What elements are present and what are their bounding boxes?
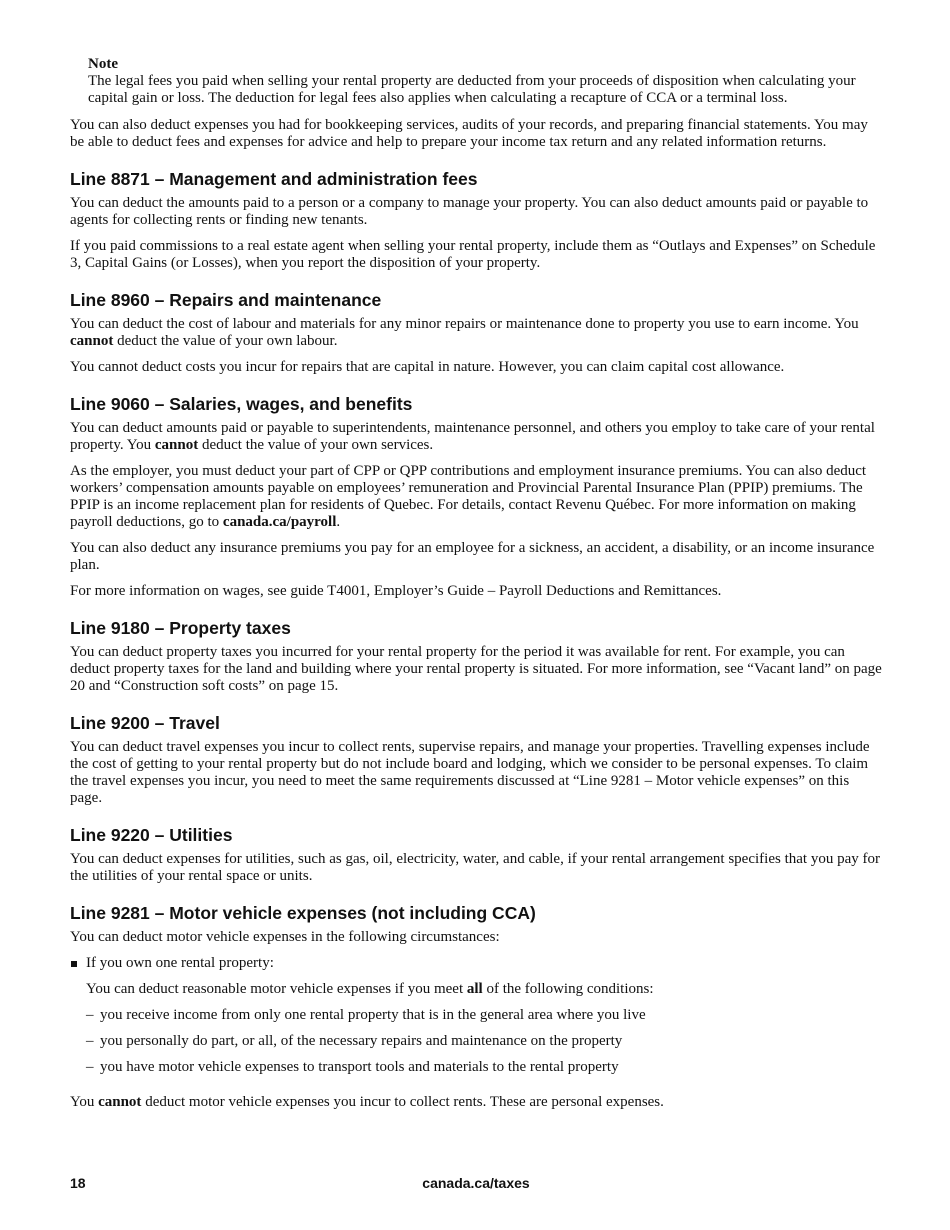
heading-line-8960: Line 8960 – Repairs and maintenance — [70, 290, 382, 310]
document-page — [70, 52, 882, 1120]
line-9060-paragraph-3: You can also deduct any insurance premiums you pay for an employee for a sickness, an accident, a disability, or an income insurance plan. — [70, 540, 875, 573]
page-footer — [70, 1175, 882, 1195]
line-9200-paragraph-1: You can deduct travel expenses you incur to collect rents, supervise repairs, and manage your properties. Travelling expenses include the cost of getting to your rental property but do not include board and lodging, which we consider to be personal expenses. To claim the travel expenses you incur, you need to meet the same requirements discussed at “Line 9281 – Motor vehicle expenses” on this page. — [70, 739, 870, 806]
condition-item: – you receive income from only one rental property that is in the general area where you live — [70, 1007, 882, 1024]
line-8871-paragraph-1: You can deduct the amounts paid to a person or a company to manage your property. You can also deduct amounts paid or payable to agents for collecting rents or finding new tenants. — [70, 195, 869, 228]
line-9281-closing: You cannot deduct motor vehicle expenses you incur to collect rents. These are personal expenses. — [70, 1094, 664, 1110]
note-box — [88, 56, 882, 107]
condition-item: – you personally do part, or all, of the necessary repairs and maintenance on the property — [70, 1033, 882, 1050]
line-9060-paragraph-1: You can deduct amounts paid or payable to superintendents, maintenance personnel, and others you employ to take care of your rental property. You cannot deduct the value of your own services. — [70, 420, 875, 453]
heading-line-8871: Line 8871 – Management and administration fees — [70, 169, 478, 189]
emphasis-cannot: cannot — [70, 333, 114, 349]
heading-line-9180: Line 9180 – Property taxes — [70, 618, 291, 638]
emphasis-cannot: cannot — [154, 437, 199, 453]
payroll-link[interactable]: canada.ca/payroll — [222, 514, 337, 530]
line-9281-paragraph-1: You can deduct motor vehicle expenses in the following circumstances: — [70, 929, 500, 945]
line-8871-paragraph-2: If you paid commissions to a real estate agent when selling your rental property, include them as “Outlays and Expenses” on Schedule 3, Capital Gains (or Losses), when you report the disposition of your property. — [70, 238, 876, 271]
line-9060-paragraph-2: As the employer, you must deduct your part of CPP or QPP contributions and employment insurance premiums. You can also deduct workers’ compensation amounts payable on employees’ remuneration and Provincial Parental Insurance Plan (PPIP) premiums. The PPIP is an income replacement plan for residents of Quebec. For details, contact Revenu Québec. For more information on making payroll deductions, go to canada.ca/payroll. — [70, 463, 867, 530]
heading-line-9281: Line 9281 – Motor vehicle expenses (not including CCA) — [70, 903, 536, 923]
footer-url[interactable]: canada.ca/taxes — [422, 1175, 530, 1191]
note-title: Note — [88, 56, 118, 72]
heading-line-9220: Line 9220 – Utilities — [70, 825, 233, 845]
note-text: The legal fees you paid when selling your rental property are deducted from your proceeds of disposition when calculating your capital gain or loss. The deduction for legal fees also applies when calculating a recapture of CCA or a terminal loss. — [88, 73, 856, 106]
line-9180-paragraph-1: You can deduct property taxes you incurred for your rental property for the period it was available for rent. For example, you can deduct property taxes for the land and building where your rental property is situated. For more information, see “Vacant land” on page 20 and “Construction soft costs” on page 15. — [70, 644, 882, 694]
line-9220-paragraph-1: You can deduct expenses for utilities, such as gas, oil, electricity, water, and cable, if your rental arrangement specifies that you pay for the utilities of your rental space or units. — [70, 851, 880, 884]
emphasis-all: all — [466, 981, 483, 997]
line-8960-paragraph-1: You can deduct the cost of labour and materials for any minor repairs or maintenance done to property you use to earn income. You cannot deduct the value of your own labour. — [70, 316, 859, 349]
bullet-item: If you own one rental property: — [70, 955, 882, 972]
line-8960-paragraph-2: You cannot deduct costs you incur for repairs that are capital in nature. However, you can claim capital cost allowance. — [70, 359, 785, 375]
condition-item: – you have motor vehicle expenses to transport tools and materials to the rental property — [70, 1059, 882, 1076]
conditions-intro: You can deduct reasonable motor vehicle expenses if you meet all of the following conditions: — [86, 981, 654, 997]
line-9060-paragraph-4: For more information on wages, see guide T4001, Employer’s Guide – Payroll Deductions and Remittances. — [70, 583, 722, 599]
heading-line-9060: Line 9060 – Salaries, wages, and benefits — [70, 394, 413, 414]
page-number: 18 — [70, 1175, 86, 1191]
intro-paragraph: You can also deduct expenses you had for bookkeeping services, audits of your records, and preparing financial statements. You may be able to deduct fees and expenses for advice and help to prepare your income tax return and any related information returns. — [70, 117, 868, 150]
emphasis-cannot: cannot — [98, 1094, 142, 1110]
heading-line-9200: Line 9200 – Travel — [70, 713, 220, 733]
